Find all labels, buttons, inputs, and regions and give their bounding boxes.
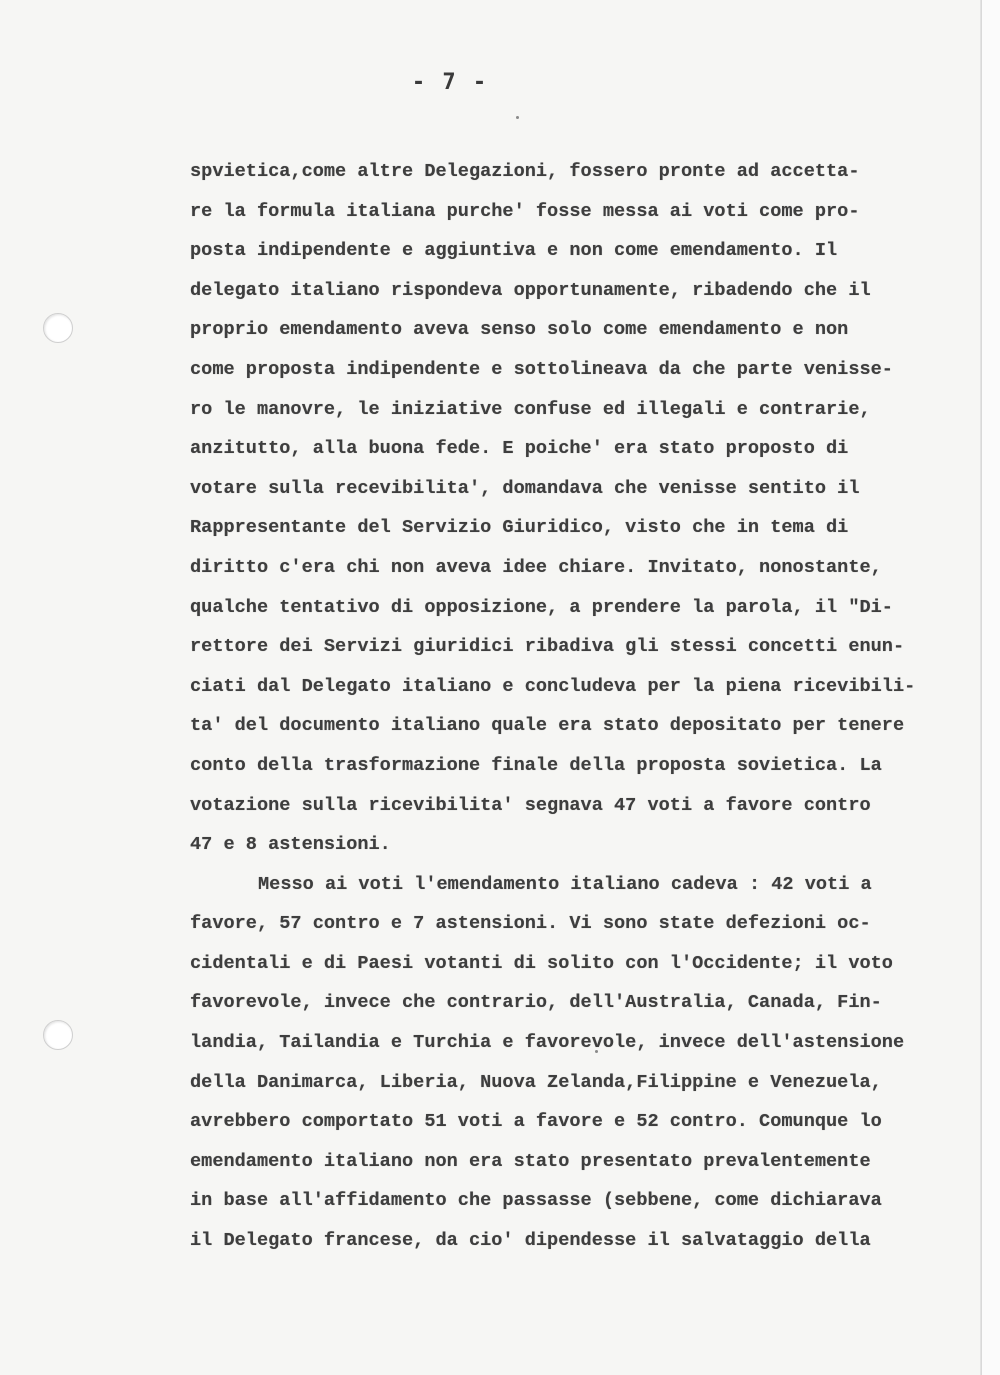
text-line: qualche tentativo di opposizione, a prendere la parola, il "Di-	[190, 596, 893, 618]
text-line: come proposta indipendente e sottolineava da che parte venisse-	[190, 358, 893, 380]
text-line: spvietica,come altre Delegazioni, fossero pronte ad accetta-	[190, 161, 860, 182]
text-line: diritto c'era chi non aveva idee chiare. Invitato, nonostante,	[190, 556, 882, 578]
text-line: anzitutto, alla buona fede. E poiche' era stato proposto di	[190, 438, 849, 460]
text-line: ciati dal Delegato italiano e concludeva per la piena ricevibili-	[190, 675, 916, 697]
punch-hole-top	[43, 313, 73, 343]
paragraph-2	[190, 865, 960, 1261]
text-line: Rappresentante del Servizio Giuridico, visto che in tema di	[190, 517, 849, 539]
text-line: favorevole, invece che contrario, dell'Australia, Canada, Fin-	[190, 992, 882, 1014]
paragraph-1	[190, 152, 960, 865]
text-line: posta indipendente e aggiuntiva e non come emendamento. Il	[190, 240, 838, 262]
text-line: emendamento italiano non era stato presentato prevalentemente	[190, 1150, 871, 1172]
punch-hole-bottom	[43, 1020, 73, 1050]
text-line: favore, 57 contro e 7 astensioni. Vi sono state defezioni oc-	[190, 913, 871, 935]
text-line: conto della trasformazione finale della proposta sovietica. La	[190, 754, 882, 776]
text-line: della Danimarca, Liberia, Nuova Zelanda,Filippine e Venezuela,	[190, 1071, 882, 1093]
text-line: votare sulla recevibilita', domandava che venisse sentito il	[190, 477, 860, 499]
text-line: delegato italiano rispondeva opportunamente, ribadendo che il	[190, 279, 871, 301]
text-line: Messo ai voti l'emendamento italiano cadeva : 42 voti a	[258, 873, 872, 895]
text-line: ro le manovre, le iniziative confuse ed illegali e contrarie,	[190, 398, 871, 420]
text-line: proprio emendamento aveva senso solo come emendamento e non	[190, 319, 849, 341]
page-number: - 7 -	[411, 70, 489, 95]
text-line: cidentali e di Paesi votanti di solito con l'Occidente; il voto	[190, 952, 893, 974]
body-text	[190, 152, 960, 1261]
paper-speck	[516, 116, 519, 119]
text-line: 47 e 8 astensioni.	[190, 834, 391, 856]
text-line: landia, Tailandia e Turchia e favorevole, invece dell'astensione	[190, 1032, 905, 1054]
text-line: rettore dei Servizi giuridici ribadiva gli stessi concetti enun-	[190, 636, 905, 658]
text-line: ta' del documento italiano quale era stato depositato per tenere	[190, 715, 905, 737]
text-line: votazione sulla ricevibilita' segnava 47 voti a favore contro	[190, 794, 871, 816]
text-line: re la formula italiana purche' fosse messa ai voti come pro-	[190, 200, 860, 222]
text-line: in base all'affidamento che passasse (sebbene, come dichiarava	[190, 1190, 882, 1212]
text-line: avrebbero comportato 51 voti a favore e 52 contro. Comunque lo	[190, 1111, 882, 1133]
text-line: il Delegato francese, da cio' dipendesse il salvataggio della	[190, 1230, 871, 1252]
